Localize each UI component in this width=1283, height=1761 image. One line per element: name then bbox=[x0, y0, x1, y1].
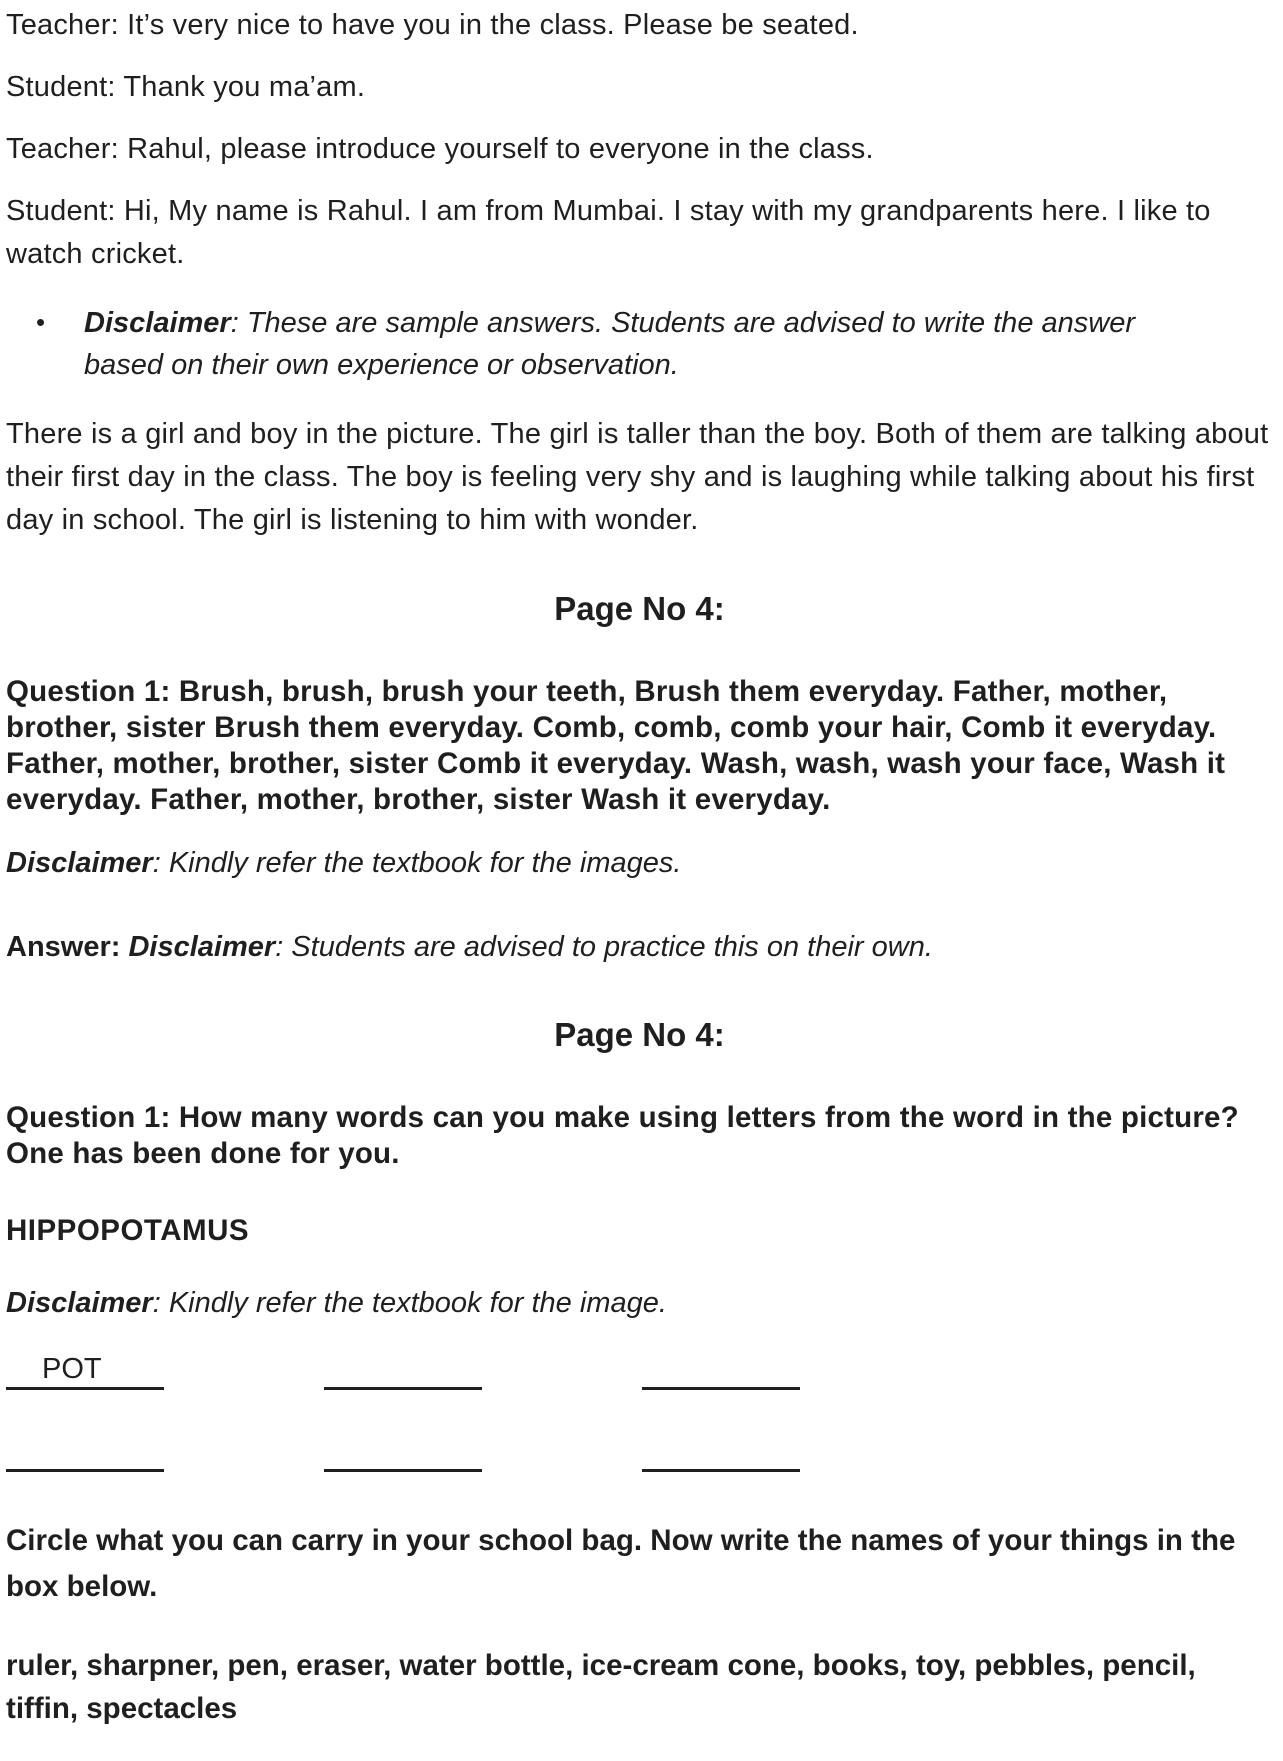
items-list-text: ruler, sharpner, pen, eraser, water bottle, ice-cream cone, books, toy, pebbles, pencil, tiffin, spectacles bbox=[6, 1649, 1196, 1726]
disclaimer-body: : Kindly refer the textbook for the image. bbox=[152, 1287, 667, 1320]
page-heading-2: Page No 4: bbox=[554, 1016, 725, 1054]
disclaimer-bullet-text bbox=[84, 302, 1273, 388]
dialogue-line-student-2: Student: Hi, My name is Rahul. I am from Mumbai. I stay with my grandparents here. I like to watch cricket. bbox=[6, 194, 1211, 270]
puzzle-word: HIPPOPOTAMUS bbox=[6, 1214, 250, 1248]
disclaimer-body: : These are sample answers. Students are advised to write the answer based on their own experience or observation. bbox=[84, 306, 1135, 382]
answer-blank-empty bbox=[324, 1436, 482, 1472]
answer-blank-empty bbox=[642, 1436, 800, 1472]
answer-blank-empty bbox=[642, 1352, 800, 1390]
circle-instruction-text: Circle what you can carry in your school bag. Now write the names of your things in the box below. bbox=[6, 1523, 1236, 1603]
dialogue-line-teacher-2: Teacher: Rahul, please introduce yourself to everyone in the class. bbox=[6, 132, 874, 165]
answer-blanks-row-2 bbox=[6, 1436, 1273, 1472]
answer-blank-empty bbox=[324, 1352, 482, 1390]
answer-blank-filled: POT bbox=[6, 1352, 164, 1390]
disclaimer-label: Disclaimer bbox=[6, 1287, 153, 1320]
answer-description: There is a girl and boy in the picture. The girl is taller than the boy. Both of them are talking about their first day in the class. The boy is feeling very shy and is laughing while talking about his first day in school. The girl is listening to him with wonder. bbox=[6, 418, 1269, 537]
disclaimer-label: Disclaimer bbox=[6, 847, 153, 879]
disclaimer-line-1 bbox=[6, 842, 1273, 884]
dialogue-line-student-1: Student: Thank you ma’am. bbox=[6, 70, 366, 103]
page-heading-1: Page No 4: bbox=[554, 590, 725, 628]
answer-line-1 bbox=[6, 926, 1273, 968]
dialogue-line-teacher-1: Teacher: It’s very nice to have you in the class. Please be seated. bbox=[6, 9, 859, 41]
question-1-text: Question 1: Brush, brush, brush your teeth, Brush them everyday. Father, mother, brother, sister Brush them everyday. Comb, comb, comb your hair, Comb it everyday. Father, mother, brother, sister Comb it everyday. Wash, wash, wash your face, Wash it everyday. Father, mother, brother, sister Wash it everyday. bbox=[6, 675, 1226, 817]
answer-blanks-row-1 bbox=[6, 1352, 1273, 1390]
disclaimer-label: Disclaimer bbox=[84, 306, 231, 339]
answer-blank-empty bbox=[6, 1436, 164, 1472]
bullet-marker-icon: • bbox=[36, 306, 46, 337]
question-2-text: Question 1: How many words can you make using letters from the word in the picture? One has been done for you. bbox=[6, 1101, 1239, 1171]
disclaimer-line-2 bbox=[6, 1282, 1273, 1324]
answer-body: : Students are advised to practice this on their own. bbox=[275, 931, 933, 964]
disclaimer-label: Disclaimer bbox=[128, 931, 276, 964]
disclaimer-bullet bbox=[36, 302, 1273, 388]
answer-label: Answer: bbox=[6, 931, 129, 964]
disclaimer-body: : Kindly refer the textbook for the images. bbox=[152, 847, 682, 879]
